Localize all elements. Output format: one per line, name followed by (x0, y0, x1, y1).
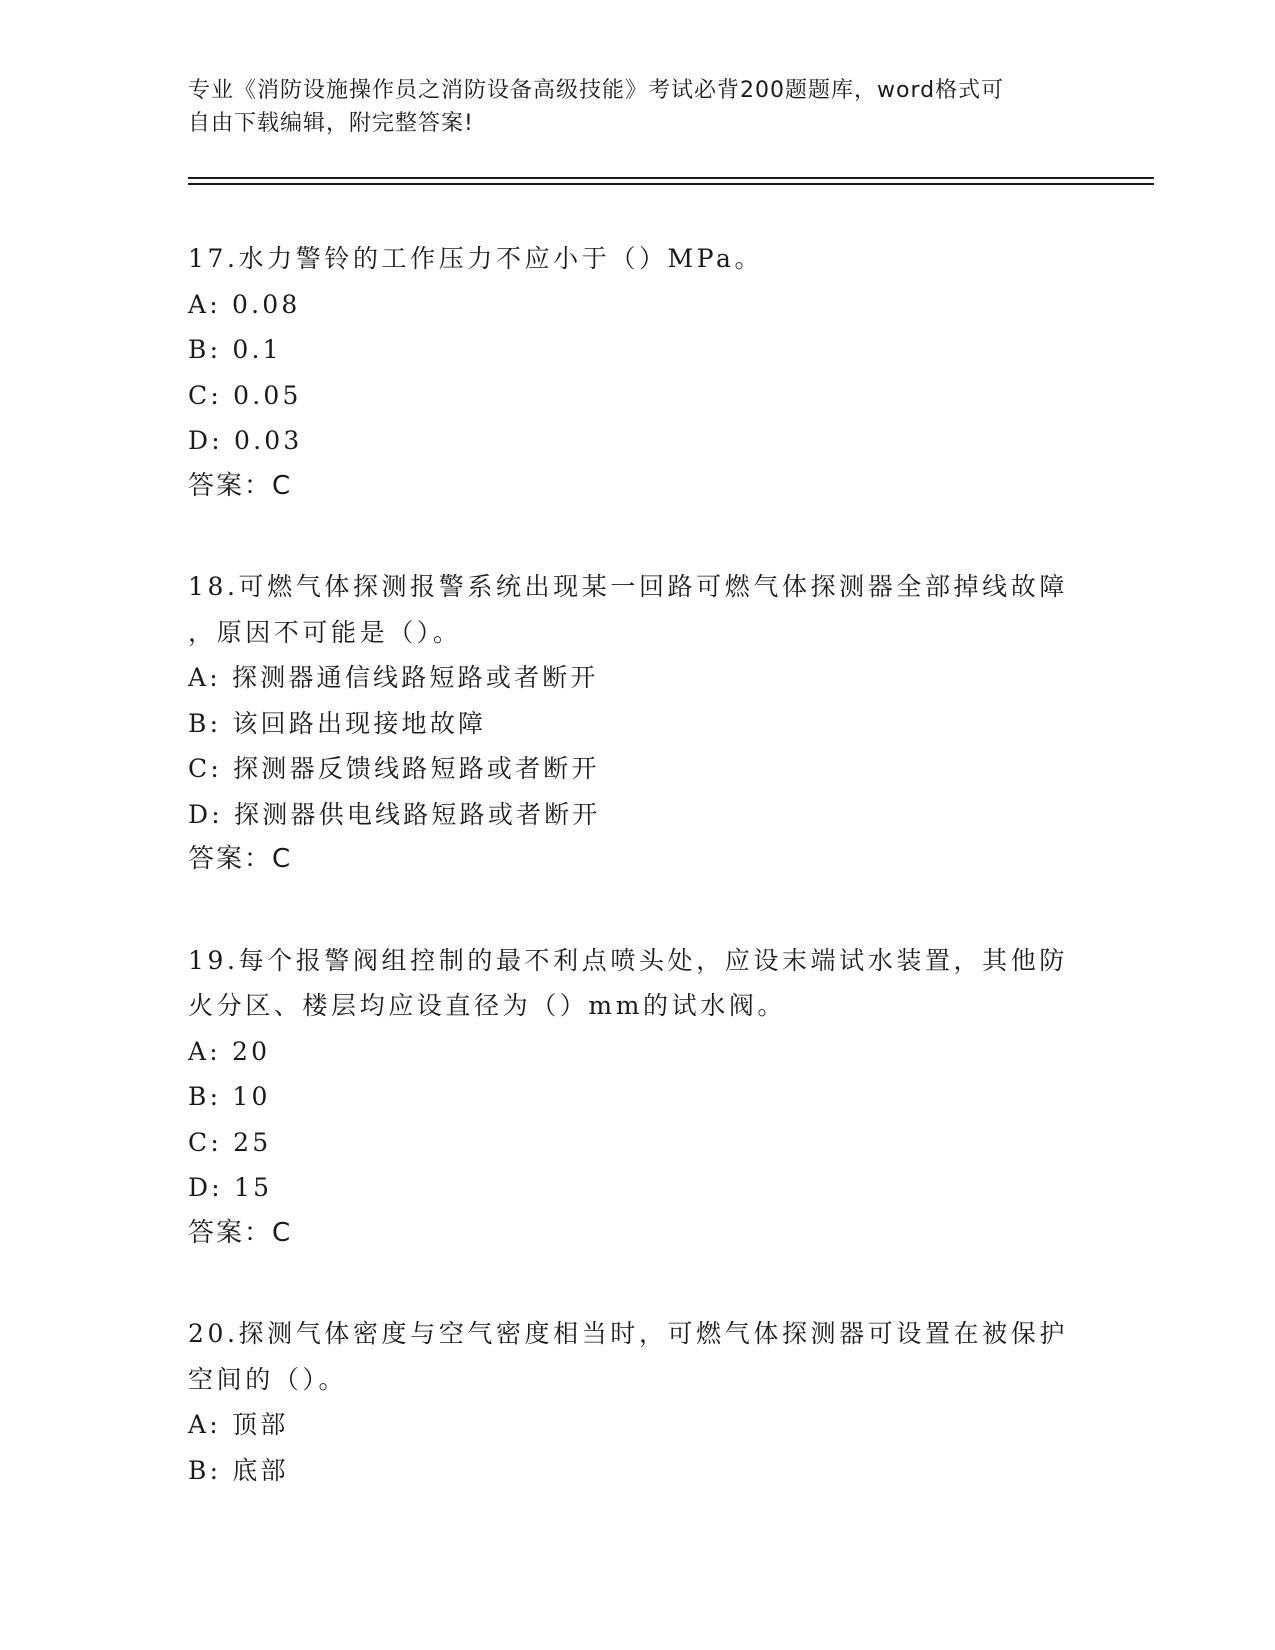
question-list (188, 236, 1088, 1548)
question-text-line-2: 空间的（）。 (188, 1364, 348, 1394)
option-c: C: 25 (188, 1127, 272, 1157)
option-b: B: 0.1 (188, 335, 282, 364)
header-divider-top (188, 177, 1154, 179)
option-b: B: 该回路出现接地故障 (188, 708, 487, 738)
option-d: D: 0.03 (188, 426, 303, 455)
question-text-line-1: 18.可燃气体探测报警系统出现某一回路可燃气体探测器全部掉线故障 (188, 572, 1068, 601)
header-title-line-1: 专业《消防设施操作员之消防设备高级技能》考试必背200题题库，word格式可 (188, 78, 1005, 103)
question-20 (188, 1311, 1088, 1493)
header-divider-bottom (188, 183, 1154, 185)
answer-label: 答案：C (188, 844, 293, 874)
question-text-line-2: 火分区、楼层均应设直径为（）mm的试水阀。 (188, 991, 787, 1020)
question-18 (188, 564, 1088, 883)
option-b: B: 底部 (188, 1455, 289, 1485)
question-text-line-2: ，原因不可能是（）。 (188, 617, 462, 647)
question-text-line-1: 20.探测气体密度与空气密度相当时，可燃气体探测器可设置在被保护 (188, 1319, 1068, 1348)
question-17 (188, 236, 1088, 509)
option-a: A: 顶部 (188, 1410, 289, 1439)
answer-label: 答案：C (188, 1217, 293, 1248)
option-d: D: 探测器供电线路短路或者断开 (188, 799, 601, 829)
question-19 (188, 938, 1088, 1257)
document-header (188, 74, 1068, 140)
question-text: 17.水力警铃的工作压力不应小于（）MPa。 (188, 244, 764, 273)
option-a: A: 0.08 (188, 289, 301, 319)
option-c: C: 0.05 (188, 380, 302, 410)
option-a: A: 20 (188, 1036, 271, 1066)
option-d: D: 15 (188, 1173, 273, 1202)
header-title-line-2: 自由下载编辑，附完整答案! (188, 111, 474, 136)
option-b: B: 10 (188, 1082, 271, 1111)
option-a: A: 探测器通信线路短路或者断开 (188, 663, 599, 692)
option-c: C: 探测器反馈线路短路或者断开 (188, 754, 600, 783)
answer-label: 答案：C (188, 470, 293, 501)
question-text-line-1: 19.每个报警阀组控制的最不利点喷头处，应设末端试水装置，其他防 (188, 945, 1068, 975)
